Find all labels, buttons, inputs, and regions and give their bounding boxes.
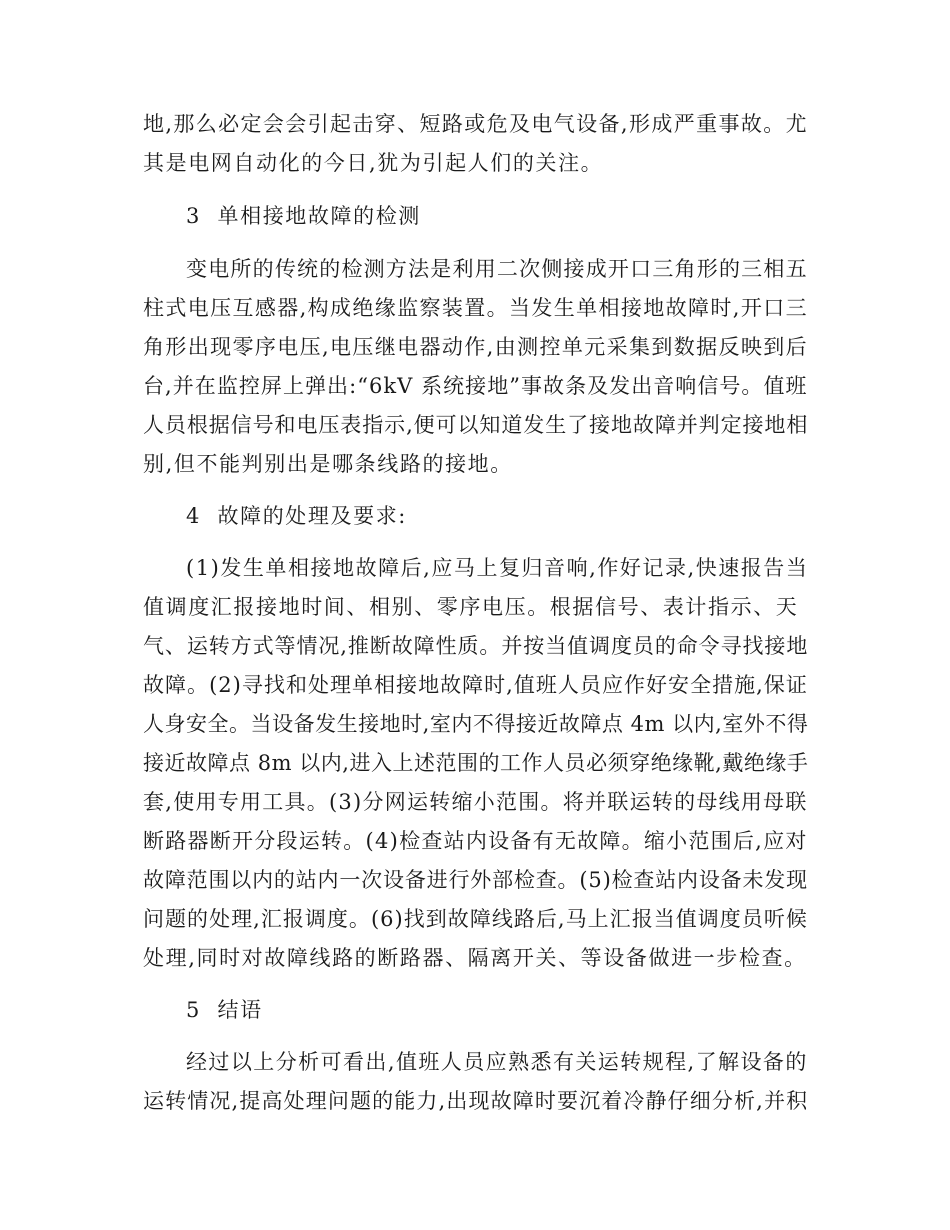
- paragraph-first-line: 变电所的传统的检测方法是利用二次侧接成开口三角形的三相五: [186, 257, 808, 281]
- paragraph-first-line: (1)发生单相接地故障后,应马上复归音响,作好记录,快速报告当: [186, 556, 809, 580]
- section-heading-5: 5 结语: [186, 998, 263, 1022]
- section-heading-3: 3 单相接地故障的检测: [186, 204, 421, 228]
- paragraph-line: 值调度汇报接地时间、相别、零序电压。根据信号、表计指示、天: [143, 595, 799, 619]
- paragraph-line: 台,并在监控屏上弹出:“6kV 系统接地”事故条及发出音响信号。值班: [143, 374, 808, 398]
- paragraph-line: 其是电网自动化的今日,犹为引起人们的关注。: [143, 151, 604, 175]
- paragraph-line: 问题的处理,汇报调度。(6)找到故障线路后,马上汇报当值调度员听候: [143, 907, 808, 931]
- paragraph-line: 故障。(2)寻找和处理单相接地故障时,值班人员应作好安全措施,保证: [143, 673, 808, 697]
- paragraph-line: 运转情况,提高处理问题的能力,出现故障时要沉着冷静仔细分析,并积: [143, 1089, 809, 1113]
- paragraph-line: 地,那么必定会会引起击穿、短路或危及电气设备,形成严重事故。尤: [143, 112, 808, 136]
- paragraph-line: 气、运转方式等情况,推断故障性质。并按当值调度员的命令寻找接地: [143, 634, 809, 658]
- paragraph-line: 接近故障点 8m 以内,进入上述范围的工作人员必须穿绝缘靴,戴绝缘手: [143, 751, 809, 775]
- paragraph-line: 断路器断开分段运转。(4)检查站内设备有无故障。缩小范围后,应对: [143, 829, 808, 853]
- paragraph-line: 套,使用专用工具。(3)分网运转缩小范围。将并联运转的母线用母联: [143, 790, 808, 814]
- paragraph-first-line: 经过以上分析可看出,值班人员应熟悉有关运转规程,了解设备的: [186, 1050, 808, 1074]
- paragraph-line: 人员根据信号和电压表指示,便可以知道发生了接地故障并判定接地相: [143, 413, 809, 437]
- paragraph-line: 柱式电压互感器,构成绝缘监察装置。当发生单相接地故障时,开口三: [143, 296, 808, 320]
- paragraph-line: 故障范围以内的站内一次设备进行外部检查。(5)检查站内设备未发现: [143, 868, 808, 892]
- paragraph-line: 处理,同时对故障线路的断路器、隔离开关、等设备做进一步检查。: [143, 946, 807, 970]
- paragraph-line: 人身安全。当设备发生接地时,室内不得接近故障点 4m 以内,室外不得: [143, 712, 809, 736]
- paragraph-line: 别,但不能判别出是哪条线路的接地。: [143, 452, 513, 476]
- section-heading-4: 4 故障的处理及要求:: [186, 504, 407, 528]
- paragraph-line: 角形出现零序电压,电压继电器动作,由测控单元采集到数据反映到后: [143, 335, 808, 359]
